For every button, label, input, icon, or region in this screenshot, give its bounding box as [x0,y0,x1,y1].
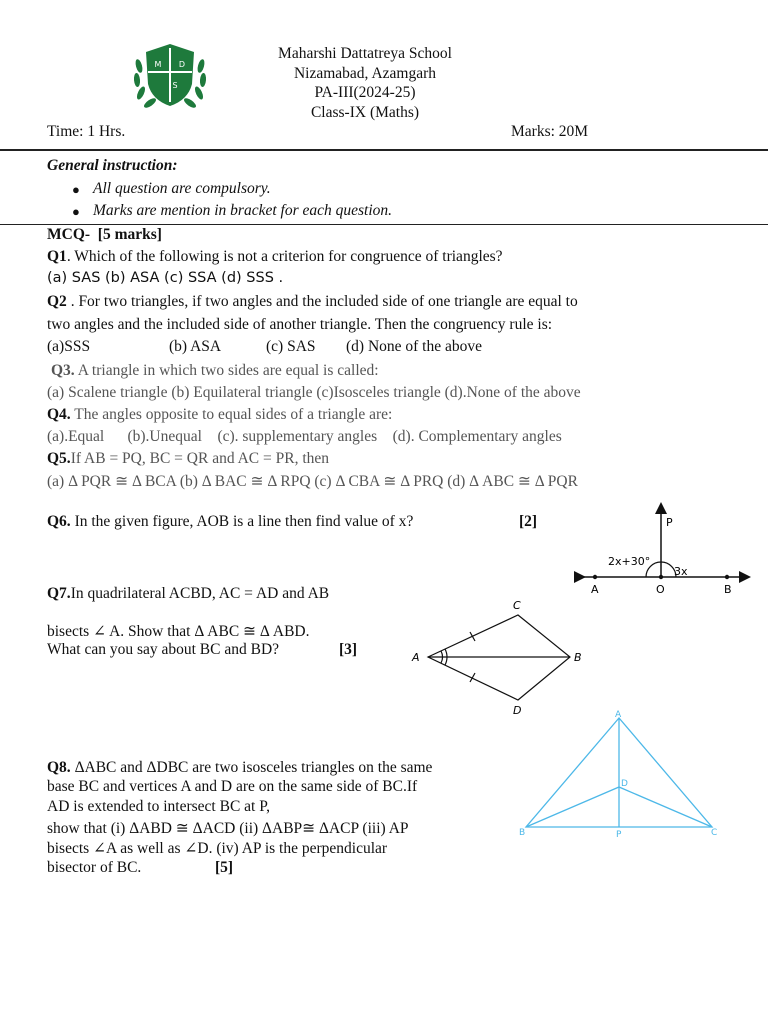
logo-letter-m: M [154,60,162,69]
divider-top [0,149,768,151]
q7-question [47,585,329,603]
q6-label-o: O [656,583,665,596]
school-name: Maharshi Dattatreya School [278,45,452,62]
q8-text-5: bisects ∠A as well as ∠D. (iv) AP is the perpendicular [47,840,388,857]
q8-label-d: D [621,779,628,789]
q2-option-c: (c) SAS [266,338,316,355]
q5-question [47,450,329,468]
q6-label-p: P [666,516,673,529]
q7-marks: [3] [339,641,358,658]
q6-text: In the given figure, AOB is a line then find value of x? [70,513,414,530]
q8-label-c: C [711,828,718,838]
q8-text-6: bisector of BC. [47,859,142,876]
q7-text-1: In quadrilateral ACBD, AC = AD and AB [70,585,330,602]
bullet-icon: ● [72,182,80,197]
mcq-marks: [5 marks] [97,226,162,243]
instruction-item: All question are compulsory. [93,180,271,197]
exam-marks: Marks: 20M [511,123,589,140]
q6-point-o [659,575,663,579]
q8-label-p: P [616,830,622,840]
q7-label-b: B [574,651,582,664]
q5-options: (a) Δ PQR ≅ Δ BCA (b) Δ BAC ≅ Δ RPQ (c) Δ CBA ≅ Δ PRQ (d) Δ ABC ≅ Δ PQR [47,473,578,490]
mcq-heading-label: MCQ- [47,226,91,243]
q6-question [47,513,413,531]
q2-option-b: (b) ASA [169,338,222,355]
q2-number: Q2 [47,293,67,310]
bullet-icon: ● [72,204,80,219]
q1-options: (a) SAS (b) ASA (c) SSA (d) SSS . [47,270,284,286]
q4-text: The angles opposite to equal sides of a triangle are: [70,406,393,423]
q8-figure [510,706,730,844]
exam-time: Time: 1 Hrs. [47,123,126,140]
q1-question [47,248,503,266]
q6-label-b: B [724,583,732,596]
q8-label-a: A [615,710,622,720]
q2-option-a: (a)SSS [47,338,91,355]
q7-label-a: A [412,651,420,664]
q8-question [47,759,432,777]
q5-text: If AB = PQ, BC = QR and AC = PR, then [70,450,330,467]
q6-label-a: A [591,583,599,596]
q3-options: (a) Scalene triangle (b) Equilateral triangle (c)Isosceles triangle (d).None of the above [47,384,581,401]
q6-figure [570,500,755,600]
q6-point-b [725,575,729,579]
mcq-heading [47,226,162,244]
q7-label-d: D [513,704,522,717]
q7-figure [408,596,598,718]
q4-question [47,406,392,424]
q6-angle-right: 3x [674,565,688,578]
q4-number: Q4. [47,406,71,423]
instruction-item: Marks are mention in bracket for each question. [93,202,393,219]
divider-instructions [0,224,768,225]
q7-text-2: bisects ∠ A. Show that Δ ABC ≅ Δ ABD. [47,623,310,640]
q8-marks: [5] [215,859,234,876]
q2-text-1: . For two triangles, if two angles and the included side of one triangle are equal to [66,293,578,310]
q7-label-c: C [513,599,521,612]
instructions-title: General instruction: [47,157,178,174]
q3-text: A triangle in which two sides are equal is called: [74,362,379,379]
q8-label-b: B [519,828,526,838]
school-logo [130,42,210,112]
q2-option-d: (d) None of the above [346,338,483,355]
q2-question [47,293,578,311]
q6-marks: [2] [519,513,538,530]
logo-letter-d: D [178,60,186,69]
q6-point-a [593,575,597,579]
school-location: Nizamabad, Azamgarh [293,65,437,82]
class-name: Class-IX (Maths) [310,104,420,121]
q4-options: (a).Equal (b).Unequal (c). supplementary angles (d). Complementary angles [47,428,562,445]
q6-angle-left: 2x+30° [608,555,651,568]
q3-question [51,362,379,380]
q2-text-2: two angles and the included side of another triangle. Then the congruency rule is: [47,316,553,333]
q1-number: Q1 [47,248,67,265]
q1-text: . Which of the following is not a criterion for congruence of triangles? [66,248,503,265]
q8-number: Q8. [47,759,71,776]
q5-number: Q5. [47,450,71,467]
exam-name: PA-III(2024-25) [314,84,416,101]
q6-number: Q6. [47,513,71,530]
q8-text-1: ΔABC and ΔDBC are two isosceles triangles on the same [70,759,433,776]
logo-letter-s: S [172,81,178,90]
q8-text-4: show that (i) ΔABD ≅ ΔACD (ii) ΔABP≅ ΔACP (iii) AP [47,820,409,837]
q8-text-3: AD is extended to intersect BC at P, [47,798,270,815]
q8-text-2: base BC and vertices A and D are on the same side of BC.If [47,778,418,795]
q7-number: Q7. [47,585,71,602]
q7-text-3: What can you say about BC and BD? [47,641,280,658]
q3-number: Q3. [51,362,75,379]
